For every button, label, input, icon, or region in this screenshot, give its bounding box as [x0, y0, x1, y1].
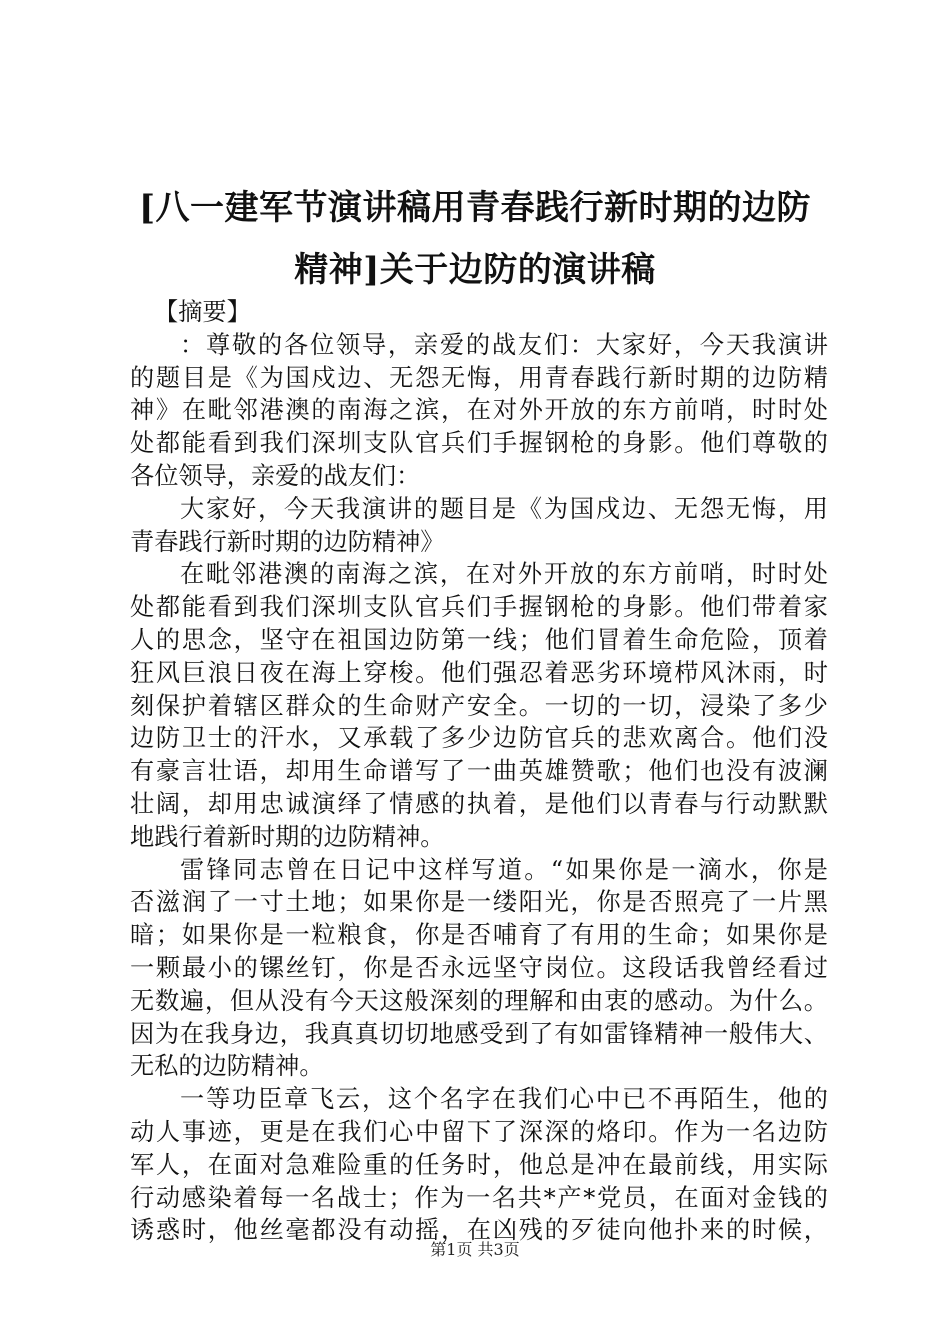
- body-line: 无数遍，但从没有今天这般深刻的理解和由衷的感动。为什么。: [130, 986, 828, 1015]
- body-line: 各位领导，亲爱的战友们：: [130, 461, 421, 490]
- body-line: 青春践行新时期的边防精神》: [130, 527, 445, 556]
- body-line: ：尊敬的各位领导，亲爱的战友们：大家好，今天我演讲: [180, 330, 828, 359]
- page-footer: 第1页 共3页: [430, 1240, 520, 1259]
- document-title-line-2: 精神]关于边防的演讲稿: [294, 250, 656, 290]
- body-line: 神》在毗邻港澳的南海之滨，在对外开放的东方前哨，时时处: [130, 396, 828, 425]
- body-line: 无私的边防精神。: [130, 1052, 324, 1081]
- body-line: 处都能看到我们深圳支队官兵们手握钢枪的身影。他们带着家: [130, 593, 828, 622]
- body-line: 动人事迹，更是在我们心中留下了深深的烙印。作为一名边防: [130, 1117, 828, 1146]
- abstract-label: 【摘要】: [154, 298, 251, 326]
- body-line: 否滋润了一寸土地；如果你是一缕阳光，你是否照亮了一片黑: [130, 888, 828, 917]
- body-line: 暗；如果你是一粒粮食，你是否哺育了有用的生命；如果你是: [130, 921, 828, 950]
- body-line: 人的思念，坚守在祖国边防第一线；他们冒着生命危险，顶着: [130, 625, 828, 654]
- body-line: 行动感染着每一名战士；作为一名共*产*党员，在面对金钱的: [130, 1183, 828, 1212]
- body-line: 大家好，今天我演讲的题目是《为国戍边、无怨无悔，用: [180, 494, 828, 523]
- body-line: 处都能看到我们深圳支队官兵们手握钢枪的身影。他们尊敬的: [130, 429, 828, 458]
- body-line: 的题目是《为国戍边、无怨无悔，用青春践行新时期的边防精: [130, 363, 828, 392]
- body-line: 军人，在面对急难险重的任务时，他总是冲在最前线，用实际: [130, 1150, 828, 1179]
- body-line: 有豪言壮语，却用生命谱写了一曲英雄赞歌；他们也没有波澜: [130, 757, 828, 786]
- body-line: 一等功臣章飞云，这个名字在我们心中已不再陌生，他的: [180, 1085, 828, 1114]
- body-line: 壮阔，却用忠诚演绎了情感的执着，是他们以青春与行动默默: [130, 789, 828, 818]
- body-line: 在毗邻港澳的南海之滨，在对外开放的东方前哨，时时处: [180, 560, 828, 589]
- body-line: 边防卫士的汗水，又承载了多少边防官兵的悲欢离合。他们没: [130, 724, 828, 753]
- body-line: 刻保护着辖区群众的生命财产安全。一切的一切，浸染了多少: [130, 691, 828, 720]
- document-body: [130, 296, 828, 1247]
- body-line: 地践行着新时期的边防精神。: [130, 822, 445, 851]
- body-line: 诱惑时，他丝毫都没有动摇，在凶残的歹徒向他扑来的时候，: [130, 1216, 828, 1245]
- body-line: 狂风巨浪日夜在海上穿梭。他们强忍着恶劣环境栉风沐雨，时: [130, 658, 828, 687]
- document-title-line-1: [八一建军节演讲稿用青春践行新时期的边防: [138, 188, 812, 228]
- body-line: 一颗最小的镙丝钉，你是否永远坚守岗位。这段话我曾经看过: [130, 953, 828, 982]
- body-line: 因为在我身边，我真真切切地感受到了有如雷锋精神一般伟大、: [130, 1019, 828, 1048]
- body-line: 雷锋同志曾在日记中这样写道。“如果你是一滴水，你是: [180, 855, 828, 884]
